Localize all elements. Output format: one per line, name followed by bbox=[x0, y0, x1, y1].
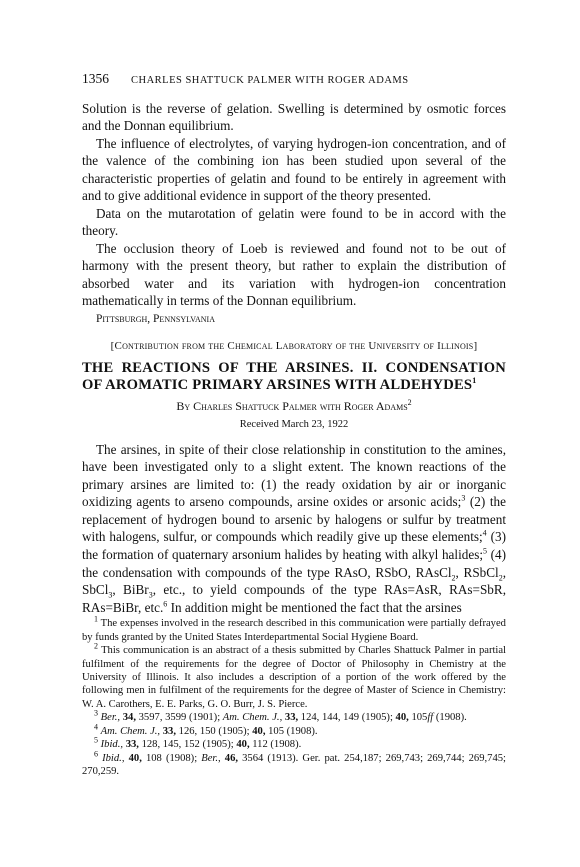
footnote-marker: 4 bbox=[482, 529, 487, 539]
body-text: (2) the replacement of hydrogen bound to arsenic by halogens or sulfur by treatment with halogens, sulfur, or compounds which readily give up these elements; bbox=[82, 494, 506, 545]
body-text: The arsines, in spite of their close relationship in constitution to the amines, have been investigated only to a slight extent. The known reactions of the primary arsines are limited to: (1) the ready oxidation by air or inorganic oxidizing agents to arseno compounds, arsine oxides or arsonic acids; bbox=[82, 441, 506, 510]
footnote-marker: 3 bbox=[461, 493, 466, 503]
subscript: 3 bbox=[148, 590, 153, 600]
running-title: CHARLES SHATTUCK PALMER WITH ROGER ADAMS bbox=[131, 75, 409, 86]
footnote-marker: 5 bbox=[483, 546, 487, 556]
subscript: 3 bbox=[108, 590, 113, 600]
summary-paragraph: The influence of electrolytes, of varying hydrogen-ion concentration, and of the valence of the combining ion has been studied upon several of the characteristic properties of gelatin and found to be entirely in agreement with and to give additional evidence in support of the theory presented. bbox=[82, 135, 506, 203]
subscript: 2 bbox=[498, 573, 503, 583]
summary-paragraph: Data on the mutarotation of gelatin were found to be in accord with the theory. bbox=[82, 205, 506, 238]
body-text: , etc., to yield compounds of the type RAs=AsR, RAs=SbR, RAs=BiBr, etc. bbox=[82, 582, 506, 615]
running-head bbox=[82, 70, 506, 90]
summary-section bbox=[82, 100, 506, 329]
byline bbox=[82, 398, 506, 416]
footnotes bbox=[82, 614, 506, 778]
place-signature: Pittsburgh, Pennsylvania bbox=[96, 312, 215, 325]
page-number: 1356 bbox=[82, 71, 109, 86]
body-text: (3) the formation of quaternary arsonium halides by heating with alkyl halides; bbox=[82, 529, 506, 563]
byline-text: By Charles Shattuck Palmer with Roger Adams bbox=[176, 398, 408, 413]
contribution-line: [Contribution from the Chemical Laboratory of the University of Illinois] bbox=[110, 340, 478, 352]
body-text: (4) the condensation with compounds of the type RAsO, RSbO, RAsCl bbox=[82, 547, 507, 580]
article-title bbox=[82, 360, 506, 394]
footnote: $^1$ The expenses involved in the research described in this communication were partially defrayed by funds granted by the United States Interdepartmental Social Hygiene Board. bbox=[82, 614, 506, 643]
journal-page bbox=[82, 70, 506, 778]
footnote: $^3$ Ber., 34, 3597, 3599 (1901); Am. Chem. J., 33, 124, 144, 149 (1905); 40, 105ff (1908). bbox=[94, 708, 467, 724]
body-text: In addition might be mentioned the fact that the arsines bbox=[167, 599, 462, 615]
footnote-marker: 2 bbox=[407, 397, 412, 407]
subscript: 2 bbox=[451, 573, 456, 583]
footnote-marker: 6 bbox=[163, 599, 168, 609]
received-date: Received March 23, 1922 bbox=[239, 419, 349, 430]
footnote-marker: 1 bbox=[472, 375, 477, 385]
summary-paragraph: The occlusion theory of Loeb is reviewed and found not to be out of harmony with the present theory, but rather to explain the distribution of absorbed water and its variation with hydrogen-ion concentration mathematically in terms of the Donnan equilibrium. bbox=[82, 240, 506, 308]
body-paragraph bbox=[82, 441, 506, 617]
footnote: $^5$ Ibid., 33, 128, 145, 152 (1905); 40, 112 (1908). bbox=[94, 735, 302, 751]
footnote: $^4$ Am. Chem. J., 33, 126, 150 (1905); 40, 105 (1908). bbox=[94, 722, 318, 737]
body-text: , RSbCl bbox=[455, 564, 499, 580]
summary-paragraph: Solution is the reverse of gelation. Swelling is determined by osmotic forces and the Donnan equilibrium. bbox=[82, 100, 506, 133]
article-title-text: OF AROMATIC PRIMARY ARSINES WITH ALDEHYDES bbox=[82, 376, 473, 393]
article-title-line bbox=[82, 377, 506, 394]
body-text: , BiBr bbox=[112, 582, 149, 598]
body-text: , SbCl bbox=[82, 564, 506, 598]
footnote: $^2$ This communication is an abstract of a thesis submitted by Charles Shattuck Palmer in partial fulfilment of the requirements for the degree of Doctor of Philosophy in Chemistry at the University of Illinois. It also includes a description of a portion of the work offered by the following men in fulfilment of the requirements for the degree of Master of Science in Chemistry: W. A. Carothers, E. E. Parks, G. O. Burr, J. S. Pierce. bbox=[82, 641, 506, 710]
article-title-line: THE REACTIONS OF THE ARSINES. II. CONDENSATION bbox=[82, 359, 506, 376]
footnote: $^6$ Ibid., 40, 108 (1908); Ber., 46, 3564 (1913). Ger. pat. 254,187; 269,743; 269,744; 269,745; 270,259. bbox=[82, 748, 506, 777]
